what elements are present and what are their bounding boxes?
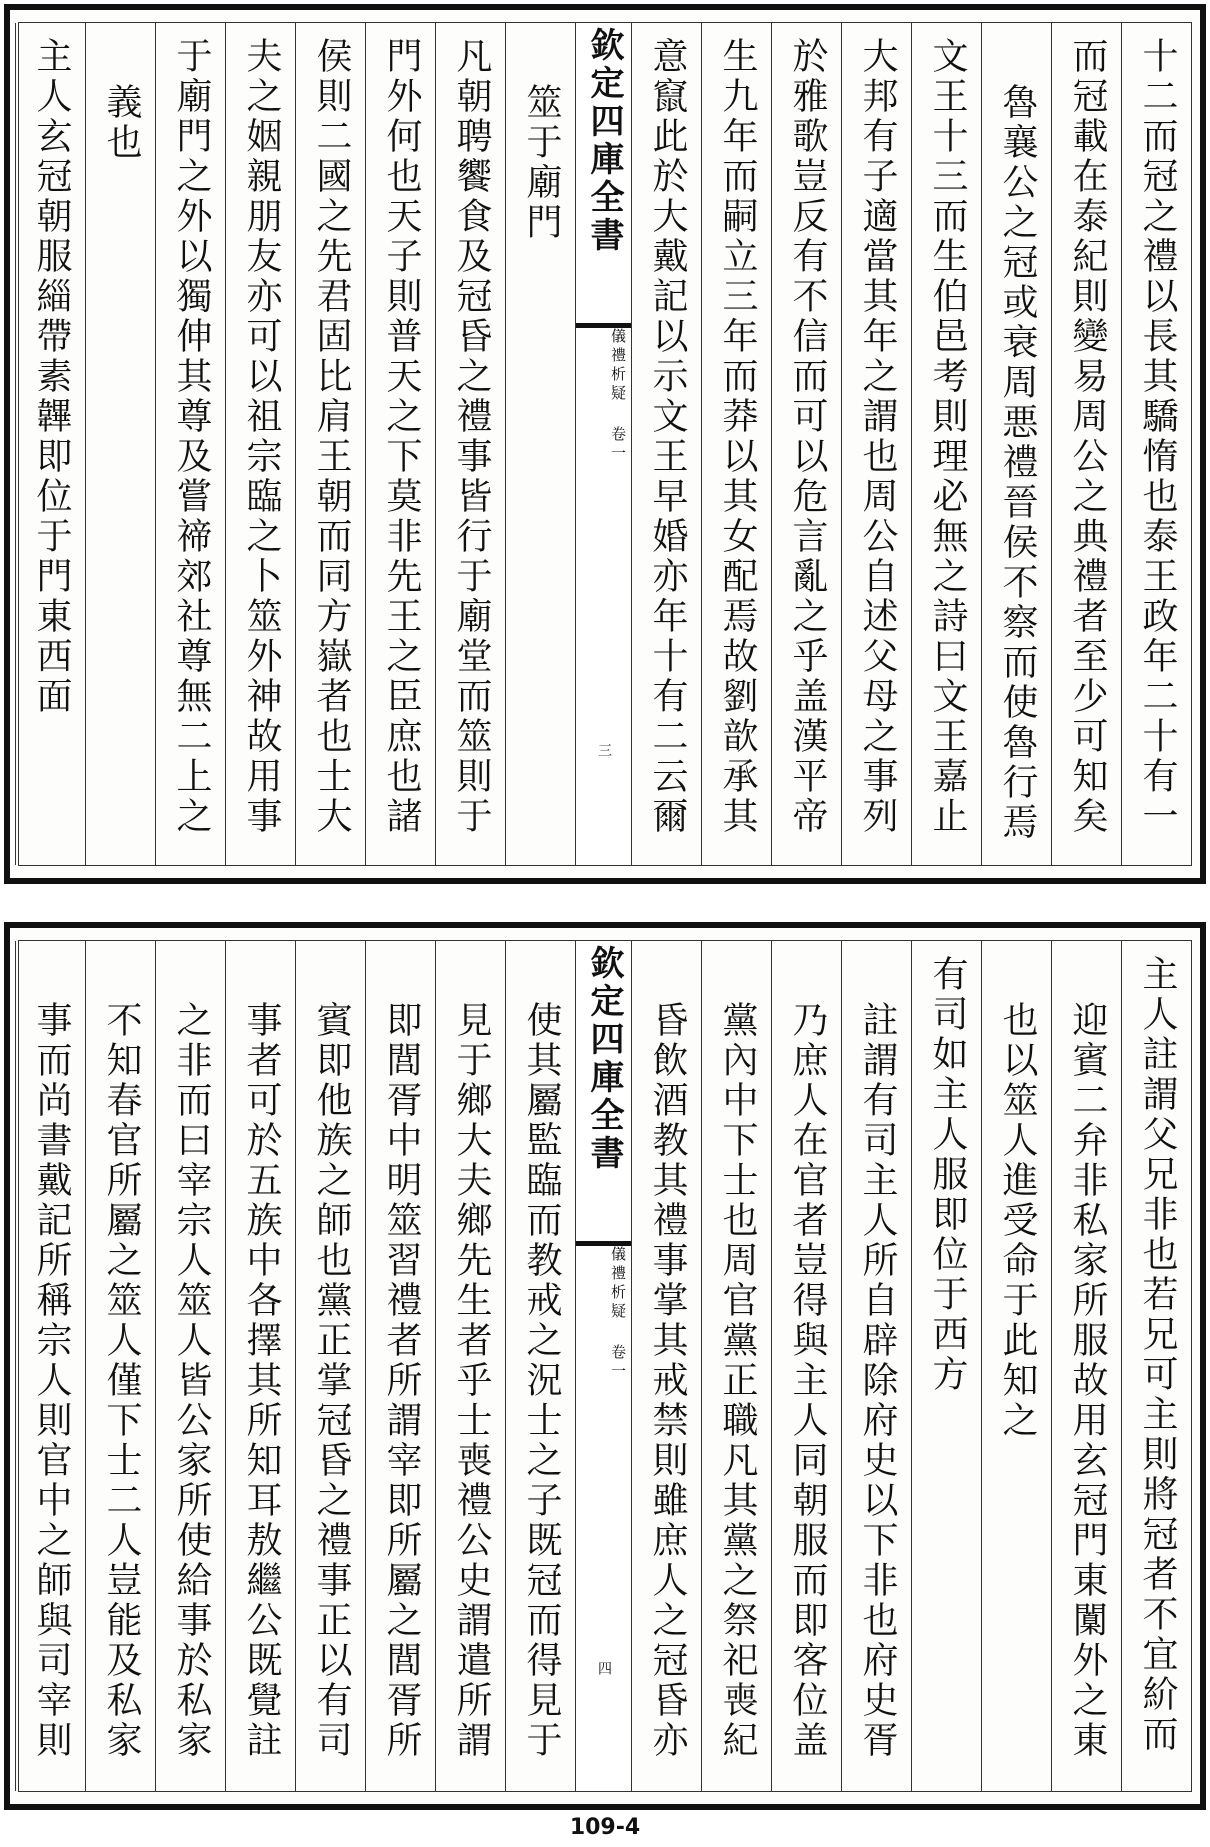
text-column: 於雅歌豈反有不信而可以危言亂之乎盖漢平帝: [771, 23, 841, 865]
text-column: 事者可於五族中各擇其所知耳敖繼公既覺註: [225, 941, 295, 1791]
text-column: 大邦有子適當其年之謂也周公自述父母之事列: [841, 23, 911, 865]
center-fold: [575, 23, 631, 865]
bottom-page-columns: [18, 940, 1192, 1792]
top-page: [4, 4, 1206, 884]
text-column: 迎賓二弁非私家所服故用玄冠門東闑外之東: [1051, 941, 1121, 1791]
text-column: 事而尚書戴記所稱宗人則官中之師與司宰則: [15, 941, 85, 1791]
text-column: 不知春官所屬之筮人僅下士二人豈能及私家: [85, 941, 155, 1791]
text-column: 夫之姻親朋友亦可以祖宗臨之卜筮外神故用事: [225, 23, 295, 865]
text-column: 十二而冠之禮以長其驕惰也泰王政年二十有一: [1121, 23, 1191, 865]
text-column: 即閭胥中明筮習禮者所謂宰即所屬之閭胥所: [365, 941, 435, 1791]
volume-label: 儀禮析疑 卷一: [576, 1241, 631, 1466]
leaf-number: 四: [596, 1661, 612, 1679]
text-column: 文王十三而生伯邑考則理必無之詩曰文王嘉止: [911, 23, 981, 865]
page-footer-number: 109-4: [569, 1815, 641, 1840]
text-column: 使其屬監臨而教戒之況士之子既冠而得見于: [505, 941, 575, 1791]
text-column: 侯則二國之先君固比肩王朝而同方嶽者也士大: [295, 23, 365, 865]
text-column: 而冠載在泰紀則變易周公之典禮者至少可知矣: [1051, 23, 1121, 865]
text-column: 黨內中下士也周官黨正職凡其黨之祭祀喪紀: [701, 941, 771, 1791]
text-column: 註謂有司主人所自辟除府史以下非也府史胥: [841, 941, 911, 1791]
text-column: 義也: [85, 23, 155, 865]
book-title: 欽定四庫全書: [584, 27, 624, 255]
text-column: 主人玄冠朝服緇帶素韠即位于門東西面: [15, 23, 85, 865]
text-column: 主人註謂父兄非也若兄可主則將冠者不宜紒而: [1121, 941, 1191, 1791]
book-title: 欽定四庫全書: [584, 945, 624, 1173]
text-column: 乃庶人在官者豈得與主人同朝服而即客位盖: [771, 941, 841, 1791]
text-column: 也以筮人進受命于此知之: [981, 941, 1051, 1791]
volume-label: 儀禮析疑 卷一: [576, 323, 631, 548]
text-column: 凡朝聘饗食及冠昏之禮事皆行于廟堂而筮則于: [435, 23, 505, 865]
center-fold: [575, 941, 631, 1791]
text-column: 生九年而嗣立三年而莽以其女配焉故劉歆承其: [701, 23, 771, 865]
text-column: 意竄此於大戴記以示文王早婚亦年十有二云爾: [631, 23, 701, 865]
leaf-number: 三: [596, 743, 612, 761]
text-column: 魯襄公之冠或衰周悪禮晉侯不察而使魯行焉: [981, 23, 1051, 865]
top-page-columns: [18, 22, 1192, 866]
text-column: 見于鄉大夫鄉先生者乎士喪禮公史謂遣所謂: [435, 941, 505, 1791]
section-heading: 有司如主人服即位于西方: [911, 941, 981, 1791]
section-heading: 筮于廟門: [505, 23, 575, 865]
text-column: 之非而曰宰宗人筮人皆公家所使給事於私家: [155, 941, 225, 1791]
text-column: 于廟門之外以獨伸其尊及嘗禘郊社尊無二上之: [155, 23, 225, 865]
bottom-page: [4, 922, 1206, 1810]
text-column: 賓即他族之師也黨正掌冠昏之禮事正以有司: [295, 941, 365, 1791]
text-column: 昏飲酒教其禮事掌其戒禁則雖庶人之冠昏亦: [631, 941, 701, 1791]
text-column: 門外何也天子則普天之下莫非先王之臣庶也諸: [365, 23, 435, 865]
